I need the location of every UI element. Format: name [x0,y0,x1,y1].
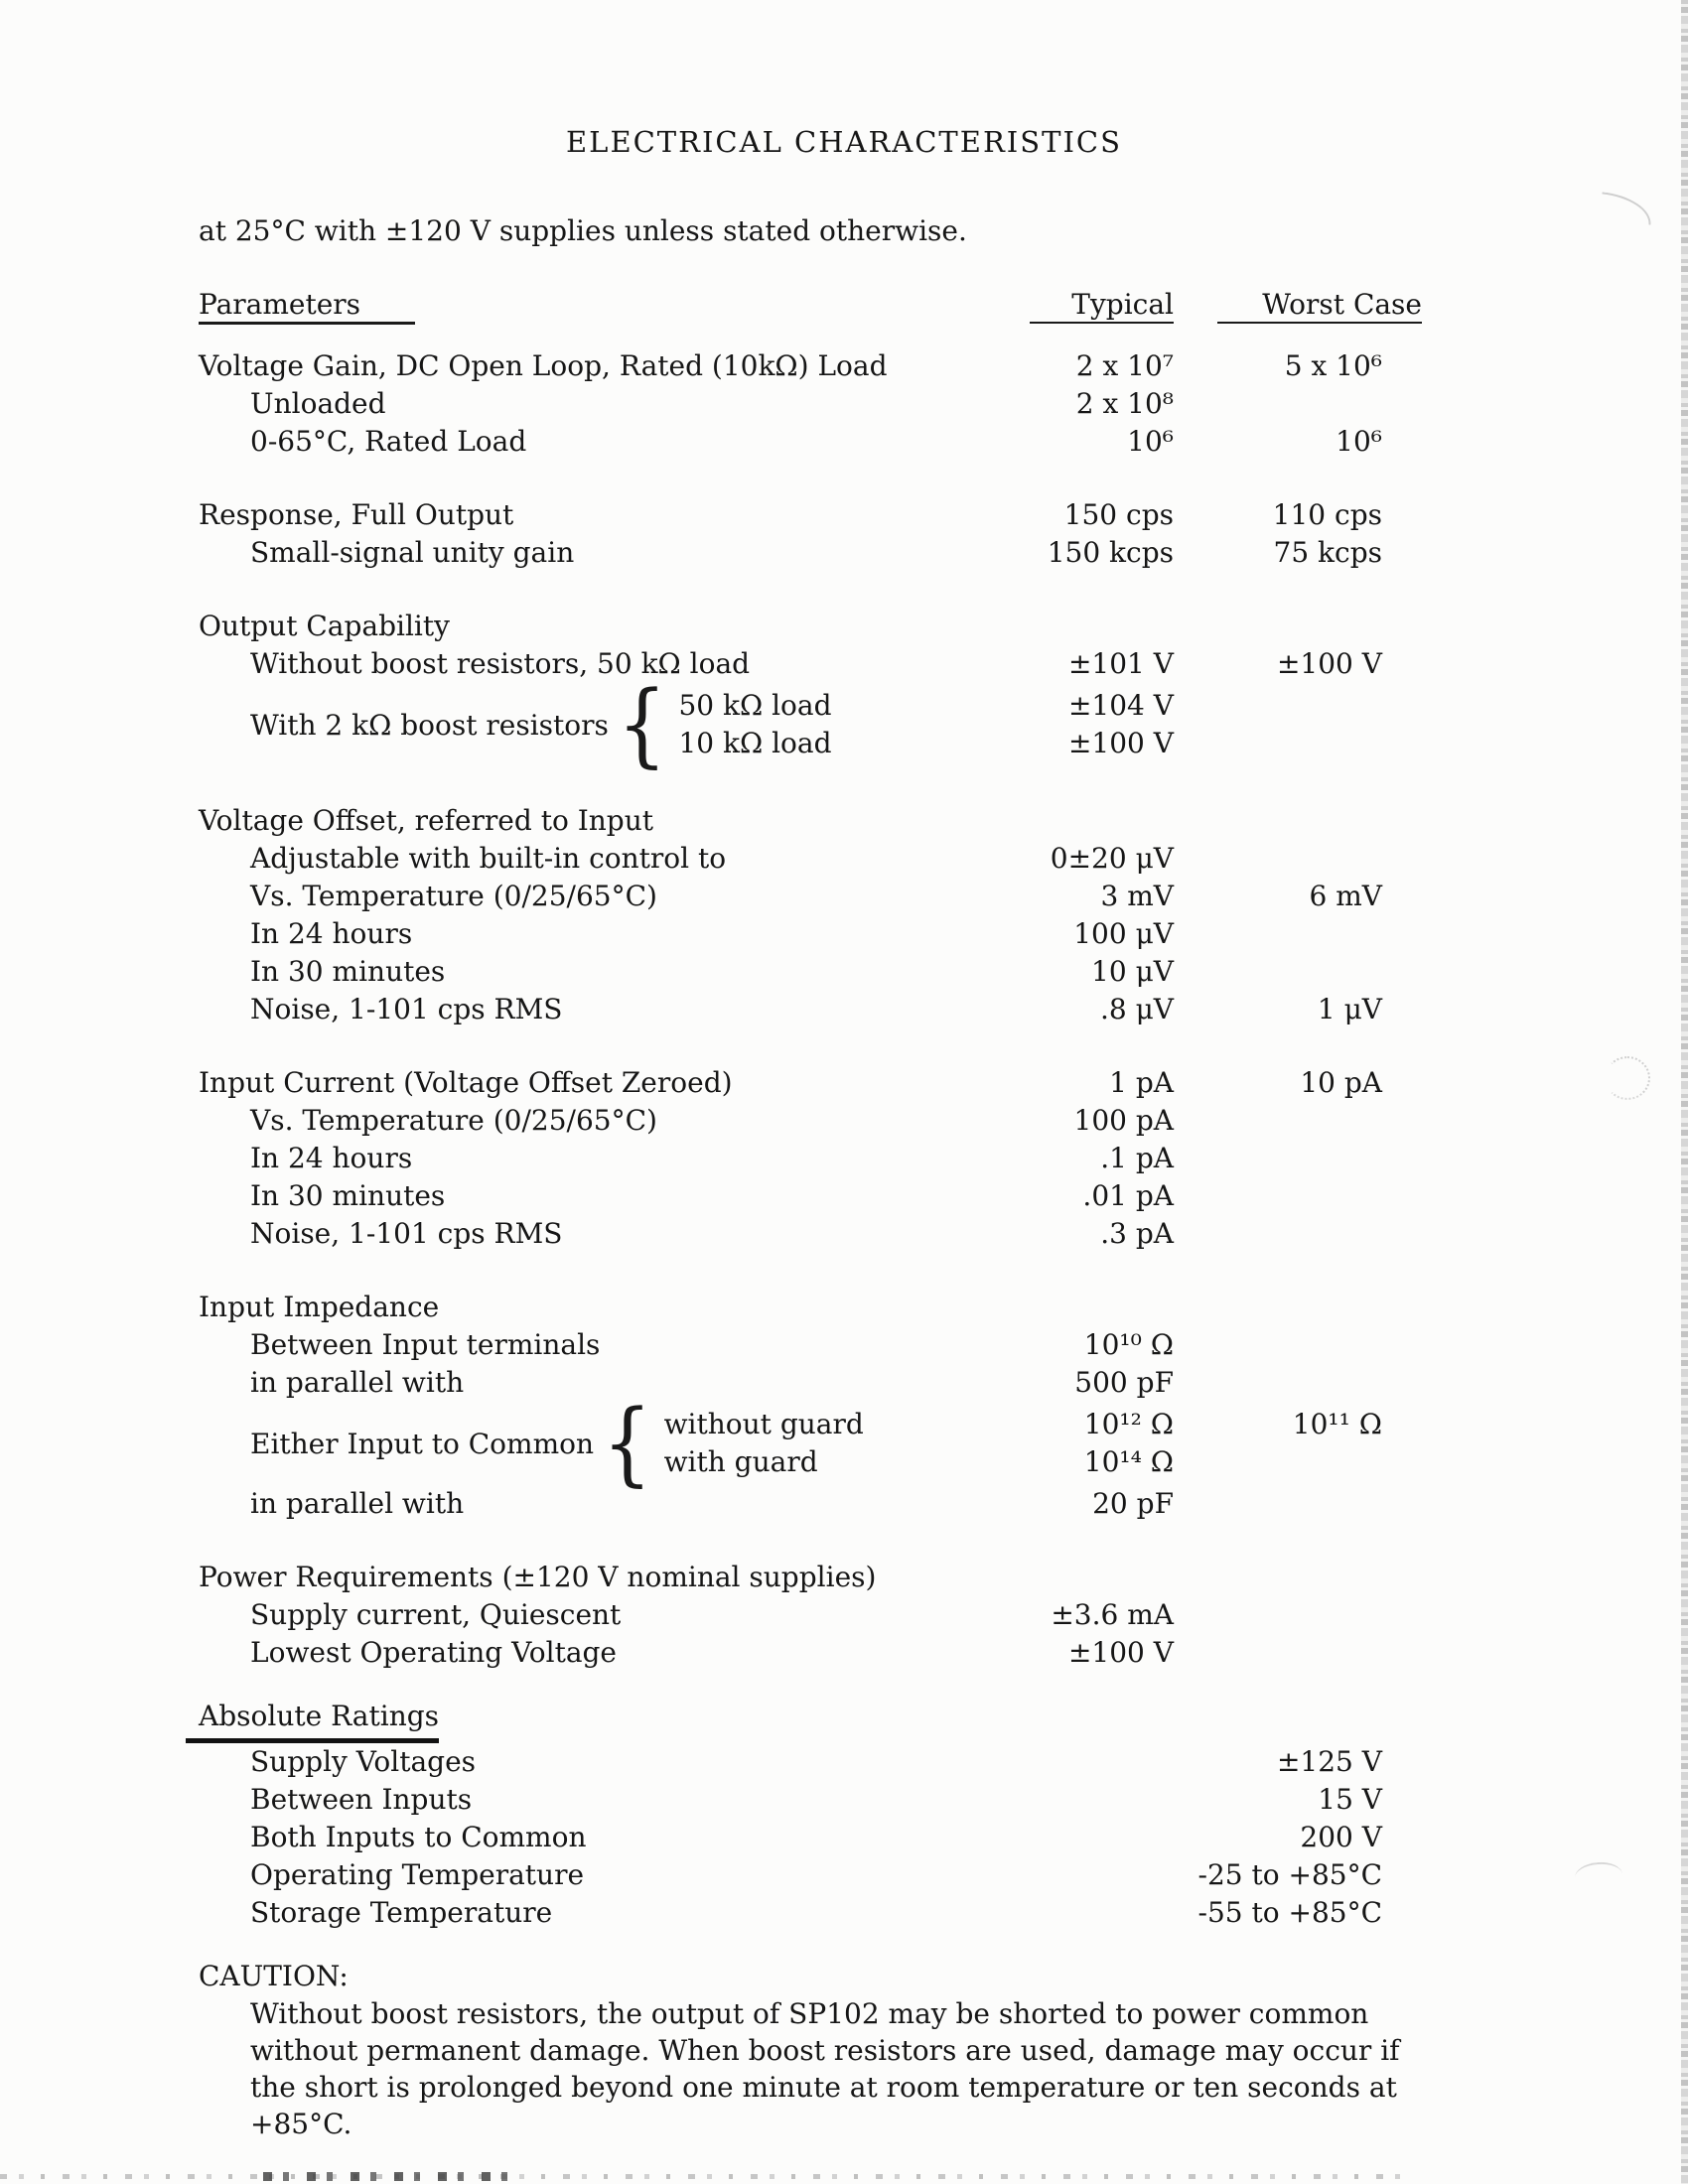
table-row [199,1596,1422,1634]
section-header-row [199,1559,1422,1596]
param-label: in parallel with [250,1487,465,1520]
param-label: with guard [663,1445,818,1478]
table-row [678,687,1422,725]
typical-value: 150 cps [1063,498,1174,531]
scan-edge-artifact [1681,0,1688,2184]
param-label: Supply current, Quiescent [250,1598,622,1631]
table-row [664,1406,1422,1443]
typical-value: 10¹⁴ Ω [1083,1445,1174,1478]
table-row [199,1856,1422,1894]
param-label: Lowest Operating Voltage [250,1636,618,1669]
section-header-cell [199,1698,960,1743]
typical-value: .1 pA [1100,1142,1174,1174]
worst-value: ±125 V [1276,1745,1382,1778]
typical-value: 0±20 μV [1050,842,1174,875]
section-response [199,496,1422,572]
param-label: 0-65°C, Rated Load [250,425,527,458]
param-label: In 24 hours [250,917,413,950]
worst-value: 5 x 10⁶ [1284,349,1382,382]
table-row [199,1485,1422,1523]
table-row [199,1215,1422,1253]
typical-value: 10 μV [1091,955,1174,988]
table-row [199,878,1422,915]
table-row [199,1326,1422,1364]
brace-group-boost-resistors [199,671,1422,777]
scan-ring-artifact-middle [1605,1056,1650,1100]
table-row [199,991,1422,1028]
typical-value: .8 μV [1099,993,1174,1025]
scan-bottom-noise-dark [263,2172,521,2181]
section-header-row [199,608,1422,645]
param-label: Vs. Temperature (0/25/65°C) [250,1104,657,1137]
worst-value: 6 mV [1309,880,1382,912]
table-row [199,1364,1422,1402]
brace-group-input-to-common [199,1390,1422,1496]
table-row [199,915,1422,953]
typical-value: 150 kcps [1047,536,1174,569]
param-label: Noise, 1-101 cps RMS [250,1217,563,1250]
section-header-row [199,802,1422,840]
param-label: Voltage Gain, DC Open Loop, Rated (10kΩ) Load [199,349,888,382]
param-label: 50 kΩ load [678,689,832,722]
page-title: ELECTRICAL CHARACTERISTICS [566,125,1122,159]
table-row [664,1443,1422,1481]
worst-value: 15 V [1318,1783,1382,1816]
typical-value: 2 x 10⁷ [1075,349,1174,382]
group-label: With 2 kΩ boost resistors [250,708,609,742]
param-label: Between Inputs [250,1783,473,1816]
col-header-parameters: Parameters [199,288,415,325]
param-label: Without boost resistors, 50 kΩ load [250,647,751,680]
typical-value: .3 pA [1100,1217,1174,1250]
worst-value: 10⁶ [1336,425,1382,458]
param-label: Input Current (Voltage Offset Zeroed) [199,1066,733,1099]
caution-text: Without boost resistors, the output of SP102 may be shorted to power common without permanent damage. When boost resistors are used, damage may occur if the short is prolonged beyond one minute at room temperature or ten seconds at +85°C. [250,1997,1400,2140]
section-header: Voltage Offset, referred to Input [199,804,654,837]
param-label: in parallel with [250,1366,465,1399]
caution-label: CAUTION: [199,1960,349,1992]
typical-value: ±3.6 mA [1051,1598,1174,1631]
worst-value: 1 μV [1317,993,1382,1025]
typical-value: .01 pA [1082,1179,1174,1212]
worst-value: 10 pA [1300,1066,1382,1099]
typical-value: 10⁶ [1127,425,1174,458]
scan-curl-artifact-bottom [1574,1860,1622,1885]
table-row [199,1894,1422,1932]
col-header-worst-case-cell [1174,288,1422,324]
section-input-impedance [199,1289,1422,1523]
param-label: 10 kΩ load [678,727,832,759]
section-caution [199,1958,1422,2142]
table-row [199,385,1422,423]
col-header-worst-case: Worst Case [1217,288,1422,324]
typical-value: 10¹⁰ Ω [1083,1328,1174,1361]
table-row [199,1634,1422,1672]
group-label: Either Input to Common [250,1427,595,1460]
section-input-current [199,1064,1422,1253]
section-header: Absolute Ratings [186,1698,439,1743]
scan-bottom-noise [0,2174,1410,2179]
worst-value: 110 cps [1272,498,1382,531]
param-label: Between Input terminals [250,1328,601,1361]
table-row [199,840,1422,878]
left-brace-glyph: { [617,671,667,777]
table-row [678,725,1422,762]
table-row [199,1064,1422,1102]
section-voltage-gain [199,347,1422,461]
typical-value: 500 pF [1074,1366,1174,1399]
col-header-typical: Typical [1030,288,1174,324]
table-row [199,953,1422,991]
table-row [199,1781,1422,1819]
section-header-row [199,1289,1422,1326]
table-row [199,534,1422,572]
worst-value: 10¹¹ Ω [1292,1408,1382,1440]
table-row [199,1102,1422,1140]
param-label: Small-signal unity gain [250,536,575,569]
param-label: In 30 minutes [250,1179,446,1212]
param-label: Supply Voltages [250,1745,477,1778]
typical-value: 100 pA [1073,1104,1174,1137]
table-row [199,1819,1422,1856]
table-row [199,1177,1422,1215]
param-label: In 24 hours [250,1142,413,1174]
param-label: Operating Temperature [250,1858,585,1891]
typical-value: 100 μV [1073,917,1174,950]
param-label: Both Inputs to Common [250,1821,587,1853]
typical-value: ±101 V [1067,647,1174,680]
param-label: Noise, 1-101 cps RMS [250,993,563,1025]
param-label: Adjustable with built-in control to [250,842,727,875]
section-header: Input Impedance [199,1291,440,1323]
typical-value: 10¹² Ω [1083,1408,1174,1440]
typical-value: ±104 V [1067,689,1174,722]
param-label: Unloaded [250,387,386,420]
col-header-parameters-cell [199,288,960,325]
param-label: Storage Temperature [250,1896,553,1929]
col-header-typical-cell [960,288,1174,324]
worst-value: -25 to +85°C [1197,1858,1382,1891]
column-header-row [199,288,1422,326]
section-voltage-offset [199,802,1422,1028]
scan-curl-artifact-top [1600,192,1654,224]
test-conditions-line: at 25°C with ±120 V supplies unless stated otherwise. [199,214,967,247]
section-header: Output Capability [199,610,450,642]
left-brace-glyph: { [602,1390,652,1496]
worst-value: 75 kcps [1273,536,1382,569]
characteristics-table [199,288,1422,2142]
worst-value: ±100 V [1276,647,1382,680]
worst-value: 200 V [1300,1821,1382,1853]
typical-value: ±100 V [1067,1636,1174,1669]
table-row [199,347,1422,385]
typical-value: ±100 V [1067,727,1174,759]
section-header: Power Requirements (±120 V nominal supplies) [199,1561,877,1593]
table-row [199,1140,1422,1177]
table-row [199,1743,1422,1781]
typical-value: 1 pA [1109,1066,1174,1099]
table-row [199,423,1422,461]
typical-value: 3 mV [1100,880,1174,912]
worst-value: -55 to +85°C [1197,1896,1382,1929]
section-power-requirements [199,1559,1422,1672]
section-absolute-ratings [199,1698,1422,1932]
section-output-capability [199,608,1422,777]
table-row [199,645,1422,683]
param-label: Vs. Temperature (0/25/65°C) [250,880,657,912]
param-label: without guard [663,1408,864,1440]
param-label: Response, Full Output [199,498,514,531]
section-header-row [199,1698,1422,1743]
typical-value: 20 pF [1092,1487,1174,1520]
param-label: In 30 minutes [250,955,446,988]
typical-value: 2 x 10⁸ [1075,387,1174,420]
table-row [199,496,1422,534]
